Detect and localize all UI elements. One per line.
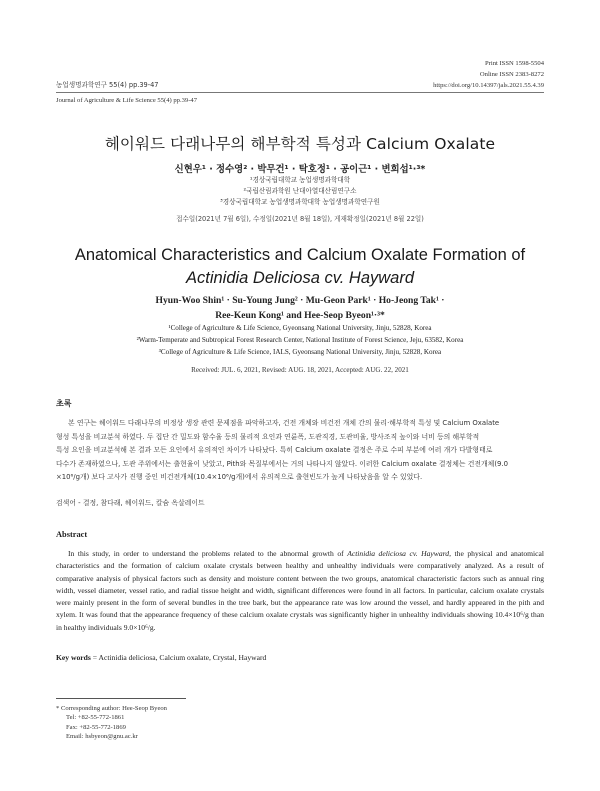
korean-abstract-line-2: 형성 특성을 비교분석 하였다. 두 집단 간 밀도와 함수율 등의 물리적 요인과 연륜폭, 도관직경, 도관비율, 방사조직 높이와 너비 등의 해부학적 — [56, 432, 480, 441]
online-issn: Online ISSN 2383-8272 — [479, 71, 544, 78]
journal-citation-en: Journal of Agriculture & Life Science 55(4) pp.39-47 — [56, 97, 197, 104]
print-issn: Print ISSN 1598-5504 — [485, 60, 544, 67]
english-title-line2 — [0, 267, 600, 290]
english-title-species: Actinidia Deliciosa cv. Hayward — [185, 269, 415, 287]
korean-abstract-heading: 초록 — [56, 399, 72, 408]
korean-abstract-line-5: ×10⁶/g개) 보다 고사가 진행 중인 비건전개체(10.4×10⁶/g개)에서 유의적으로 출현빈도가 높게 나타났음을 알 수 있었다. — [56, 473, 423, 482]
english-title-line1: Anatomical Characteristics and Calcium Oxalate Formation of — [74, 246, 526, 264]
english-dates: Received: JUL. 6, 2021, Revised: AUG. 18, 2021, Accepted: AUG. 22, 2021 — [191, 366, 409, 374]
korean-abstract-line-3: 특성 요인을 비교분석해 본 결과 모든 요인에서 유의적인 차이가 나타났다. 특히 Calcium oxalate 결정은 주로 수피 부분에 여러 개가 다발형태로 — [56, 446, 493, 455]
english-abstract-body — [56, 548, 544, 634]
footnote — [56, 704, 167, 742]
corresponding-author: * Corresponding author: Hee-Seop Byeon — [56, 705, 167, 712]
footnote-tel: Tel: +82-55-772-1861 — [66, 714, 125, 722]
korean-abstract-body — [56, 417, 544, 485]
footnote-email[interactable]: Email: hsbyeon@gnu.ac.kr — [66, 733, 138, 741]
english-authors-line1: Hyun-Woo Shin¹ · Su-Young Jung² · Mu-Geon Park¹ · Ho-Jeong Tak¹ · — [155, 295, 445, 306]
abstract-species-italic: Actinidia deliciosa cv. Hayward — [347, 549, 450, 558]
english-abstract-heading: Abstract — [56, 530, 88, 539]
keywords-text: = Actinidia deliciosa, Calcium oxalate, Crystal, Hayward — [90, 653, 267, 662]
korean-title: 헤이워드 다래나무의 해부학적 특성과 Calcium Oxalate — [104, 135, 496, 153]
english-affiliations — [0, 322, 600, 358]
korean-affiliation-3: ³경상국립대학교 농업생명과학대학 농업생명과학연구원 — [220, 198, 380, 206]
keywords-label: Key words — [56, 653, 91, 662]
korean-abstract-line-4: 다수가 존재하였으나, 도관 주위에서는 출현율이 낮았고, Pith와 목질부에서는 거의 나타나지 않았다. 이러한 Calcium oxalate 결정체는 건전개체(9.0 — [56, 459, 508, 468]
english-affiliation-2: ²Warm-Temperate and Subtropical Forest Research Center, National Institute of Forest Science, Jeju, 63582, Korea — [136, 336, 464, 344]
english-authors — [0, 293, 600, 323]
korean-affiliation-2: ²국립산림과학원 난대아열대산림연구소 — [243, 187, 357, 195]
doi-link[interactable]: https://doi.org/10.14397/jals.2021.55.4.39 — [433, 82, 544, 89]
korean-abstract-line-1: 본 연구는 헤이워드 다래나무의 비정상 생장 관련 문제점을 파악하고자, 건전 개체와 비건전 개체 간의 물리·해부학적 특성 및 Calcium Oxalate — [68, 419, 500, 427]
korean-affiliation-1: ¹경상국립대학교 농업생명과학대학 — [249, 176, 351, 184]
korean-authors: 신현우¹ · 정수영² · 박무건¹ · 탁호정¹ · 공이근¹ · 변희섭¹·³* — [174, 164, 426, 175]
korean-keywords: 검색어 - 결정, 참다래, 헤이워드, 칼슘 옥살레이트 — [56, 499, 205, 507]
footnote-rule — [56, 698, 186, 699]
korean-dates: 접수일(2021년 7월 6일), 수정일(2021년 8월 18일), 게재확정일(2021년 8월 22일) — [176, 215, 424, 223]
korean-affiliations — [0, 175, 600, 208]
english-affiliation-1: ¹College of Agriculture & Life Science, Gyeonsang National University, Jinju, 52828, Korea — [168, 324, 432, 332]
abstract-text-part1: In this study, in order to understand the problems related to the abnormal growth of — [68, 549, 348, 558]
journal-citation-kr: 농업생명과학연구 55(4) pp.39-47 — [56, 81, 159, 89]
english-title — [0, 244, 600, 290]
abstract-text-part2: , the physical and anatomical characteristics and the formation of calcium oxalate crystals between healthy and unhealthy individuals were comparatively analyzed. As a result of comparative analysis of physical factors such as density and moisture content between the two groups, anatomical characteristic factors such as annual ring width, vessel diameter, vessel ratio, and radial tissue height and width, significant differences were found in all factors. In particular, calcium oxalate crystals were mainly present in the form of several bundles in the tree bark, but the appearance rate was low around the vessel, and hardly appeared in the pith and xylem. It was found that the appearance frequency of these calcium oxalate crystals was significantly higher in unhealthy individuals showing 10.4×10⁶/g than in healthy individuals 9.0×10⁶/g. — [56, 549, 544, 632]
header-rule — [56, 92, 544, 93]
english-authors-line2: Ree-Keun Kong¹ and Hee-Seop Byeon¹·³* — [215, 310, 385, 321]
english-abstract-paragraph — [56, 548, 544, 634]
english-keywords — [56, 653, 266, 662]
footnote-fax: Fax: +82-55-772-1869 — [66, 723, 126, 731]
english-affiliation-3: ³College of Agriculture & Life Science, IALS, Gyeonsang National University, Jinju, 52828, Korea — [158, 348, 442, 356]
